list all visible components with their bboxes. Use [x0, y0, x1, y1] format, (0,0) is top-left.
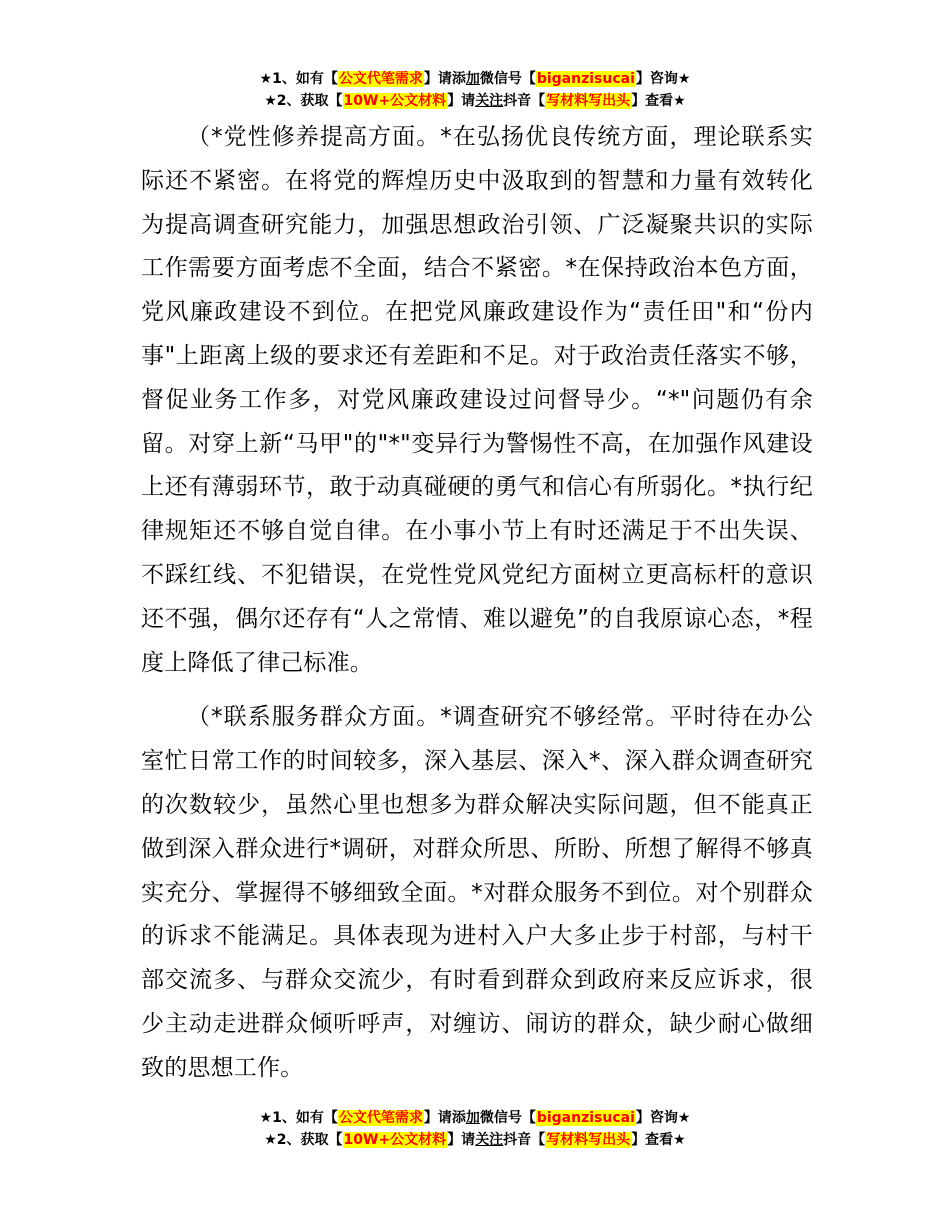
paragraph-serving-masses: （*联系服务群众方面。*调查研究不够经常。平时待在办公室忙日常工作的时间较多，深入基层、深入*、深入群众调查研究的次数较少，虽然心里也想多为群众解决实际问题，但不能真正做到深入群众进行*调研，对群众所思、所盼、所想了解得不够真实充分、掌握得不够细致全面。*对群众服务不到位。对个别群众的诉求不能满足。具体表现为进村入户大多止步于村部，与村干部交流多、与群众交流少，有时看到群众到政府来反应诉求，很少主动走进群众倾听呼声，对缠访、闹访的群众，缺少耐心做细致的思想工作。: [141, 704, 813, 1081]
banner-line-1: [0, 68, 950, 90]
paragraph-party-spirit: （*党性修养提高方面。*在弘扬优良传统方面，理论联系实际还不紧密。在将党的辉煌历史中汲取到的智慧和力量有效转化为提高调查研究能力，加强思想政治引领、广泛凝聚共识的实际工作需要方面考虑不全面，结合不紧密。*在保持政治本色方面，党风廉政建设不到位。在把党风廉政建设作为“责任田"和“份内事"上距离上级的要求还有差距和不足。对于政治责任落实不够，督促业务工作多，对党风廉政建设过问督导少。“*"问题仍有余留。对穿上新“马甲"的"*"变异行为警惕性不高，在加强作风建设上还有薄弱环节，敢于动真碰硬的勇气和信心有所弱化。*执行纪律规矩还不够自觉自律。在小事小节上有时还满足于不出失误、不踩红线、不犯错误，在党性党风党纪方面树立更高标杆的意识还不强，偶尔还存有“人之常情、难以避免”的自我原谅心态，*程度上降低了律己标准。: [141, 124, 813, 676]
highlight-materials-label: 10W+公文材料: [343, 1132, 447, 1148]
document-body: [141, 116, 813, 1102]
highlight-wechat-id: biganzisucai: [536, 1110, 635, 1126]
banner-text: 抖音【: [503, 1132, 546, 1148]
banner-text: 微信号【: [479, 1110, 536, 1126]
banner-text: 】请添: [423, 1110, 466, 1126]
header-banner: [0, 68, 950, 112]
banner-text: ★2、获取【: [264, 93, 343, 109]
banner-underlined-text: 关注: [475, 93, 504, 109]
banner-line-2: [0, 1129, 950, 1151]
banner-text: 】请: [447, 1132, 476, 1148]
banner-text: 抖音【: [503, 93, 546, 109]
highlight-douyin-account: 写材料写出头: [546, 1132, 631, 1148]
highlight-materials-label: 10W+公文材料: [343, 93, 447, 109]
banner-underlined-text: 加: [465, 1110, 480, 1126]
banner-underlined-text: 关注: [475, 1132, 504, 1148]
banner-text: 】咨询★: [635, 71, 691, 87]
banner-text: ★1、如有【: [259, 1110, 338, 1126]
banner-line-2: [0, 90, 950, 112]
banner-line-1: [0, 1107, 950, 1129]
banner-text: ★1、如有【: [259, 71, 338, 87]
banner-text: 】查看★: [631, 1132, 686, 1148]
banner-text: 】查看★: [631, 93, 686, 109]
banner-text: ★2、获取【: [264, 1132, 343, 1148]
banner-text: 微信号【: [479, 71, 536, 87]
highlight-service-label: 公文代笔需求: [338, 1110, 423, 1126]
footer-banner: [0, 1107, 950, 1151]
banner-text: 】请: [447, 93, 476, 109]
highlight-douyin-account: 写材料写出头: [546, 93, 631, 109]
highlight-service-label: 公文代笔需求: [338, 71, 423, 87]
banner-underlined-text: 加: [465, 71, 480, 87]
banner-text: 】咨询★: [635, 1110, 691, 1126]
highlight-wechat-id: biganzisucai: [536, 71, 635, 87]
banner-text: 】请添: [423, 71, 466, 87]
